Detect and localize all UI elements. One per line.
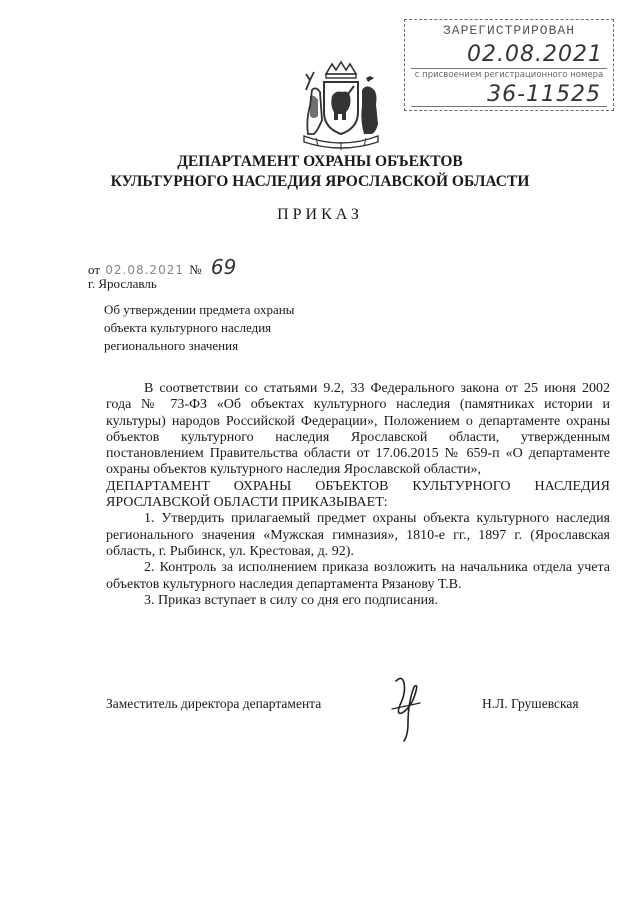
subject-line: Об утверждении предмета охраны	[104, 302, 295, 317]
subject-line: объекта культурного наследия	[104, 320, 272, 335]
handwritten-signature-icon	[386, 673, 432, 743]
coat-of-arms-icon	[296, 60, 386, 152]
department-name-line1: ДЕПАРТАМЕНТ ОХРАНЫ ОБЪЕКТОВ	[177, 153, 463, 170]
order-item-3: 3. Приказ вступает в силу со дня его подписания.	[144, 592, 439, 608]
subject-line: регионального значения	[104, 338, 239, 353]
department-name	[0, 152, 640, 192]
order-item-2: 2. Контроль за исполнением приказа возложить на начальника отдела учета объектов культурного наследия департамента Рязанову Т.В.	[106, 560, 610, 592]
city: г. Ярославль	[88, 276, 157, 291]
stamp-caption: с присвоением регистрационного номера	[414, 70, 604, 80]
signer-position: Заместитель директора департамента	[106, 696, 322, 711]
order-date: 02.08.2021	[105, 263, 184, 277]
stamp-divider	[411, 68, 607, 69]
order-subject	[104, 301, 344, 355]
stamp-title: ЗАРЕГИСТРИРОВАН	[442, 23, 576, 38]
from-label: от	[88, 262, 101, 277]
document-type: ПРИКАЗ	[277, 206, 363, 223]
order-number: 69	[210, 255, 237, 279]
decree-paragraph: ДЕПАРТАМЕНТ ОХРАНЫ ОБЪЕКТОВ КУЛЬТУРНОГО НАСЛЕДИЯ ЯРОСЛАВСКОЙ ОБЛАСТИ ПРИКАЗЫВАЕТ:	[106, 478, 610, 511]
stamp-date: 02.08.2021	[467, 42, 603, 67]
order-body	[106, 381, 610, 609]
signer-name: Н.Л. Грушевская	[482, 696, 579, 711]
order-item-1: 1. Утвердить прилагаемый предмет охраны объекта культурного наследия регионального значения «Мужская гимназия», 1810-е гг., 1897 г. (Ярославская область, г. Рыбинск, ул. Крестовая, д. 92).	[106, 511, 610, 559]
registration-stamp	[404, 19, 614, 111]
preamble-paragraph: В соответствии со статьями 9.2, 33 Федерального закона от 25 июня 2002 года № 73-ФЗ «Об объектах культурного наследия (памятниках истории и культуры) народов Российской Федерации», Положением о департаменте охраны объектов культурного наследия Ярославской области, утвержденным постановлением Правительства области от 17.06.2015 № 659-п «О департаменте охраны объектов культурного наследия Ярославской области»,	[106, 381, 610, 478]
number-label: №	[189, 262, 202, 277]
stamp-registration-number: 36-11525	[487, 82, 601, 107]
stamp-divider	[411, 106, 607, 107]
department-name-line2: КУЛЬТУРНОГО НАСЛЕДИЯ ЯРОСЛАВСКОЙ ОБЛАСТИ	[110, 173, 530, 190]
